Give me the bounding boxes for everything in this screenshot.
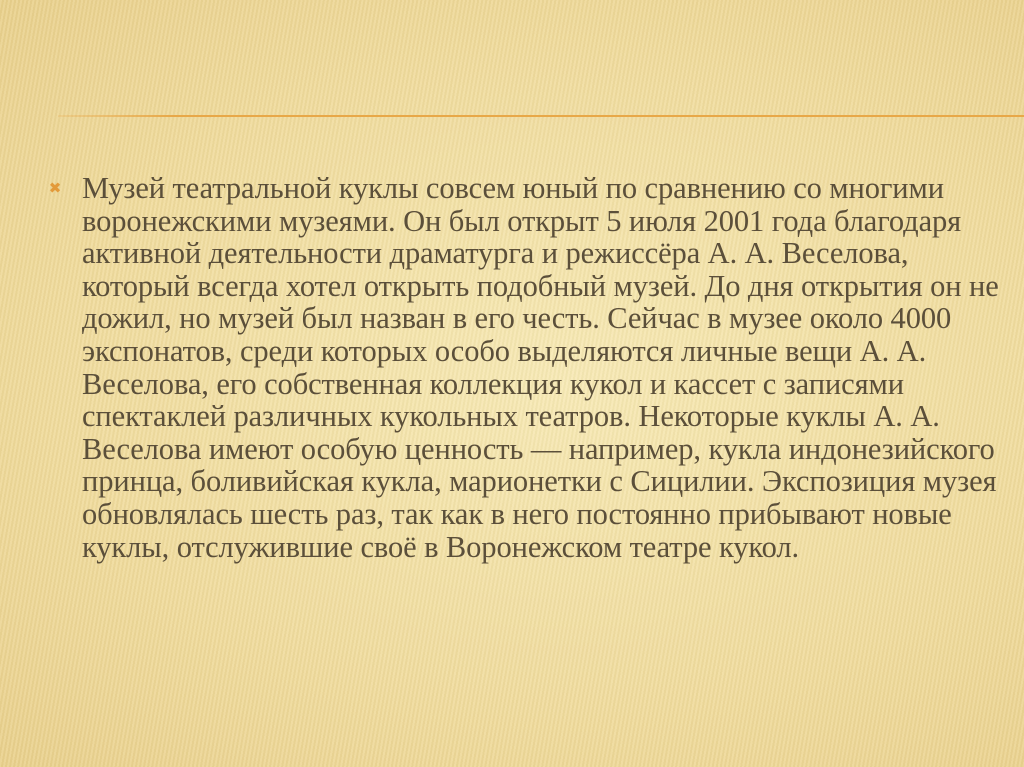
x-bullet-icon: ✖ bbox=[48, 179, 62, 197]
bullet-text: Музей театральной куклы совсем юный по сравнению со многими воронежскими музеями. Он был открыт 5 июля 2001 года благодаря активной деятельности драматурга и режиссёра А. А. Веселова, который всегда хотел открыть подобный музей. До дня открытия он не дожил, но музей был назван в его честь. Сейчас в музее около 4000 экспонатов, среди которых особо выделяются личные вещи А. А. Веселова, его собственная коллекция кукол и кассет с записями спектаклей различных кукольных театров. Некоторые куклы А. А. Веселова имеют особую ценность — например, кукла индонезийского принца, боливийская кукла, марионетки с Сицилии. Экспозиция музея обновлялась шесть раз, так как в него постоянно прибывают новые куклы, отслужившие своё в Воронежском театре кукол. bbox=[82, 171, 999, 564]
title-divider-line bbox=[58, 115, 1024, 117]
